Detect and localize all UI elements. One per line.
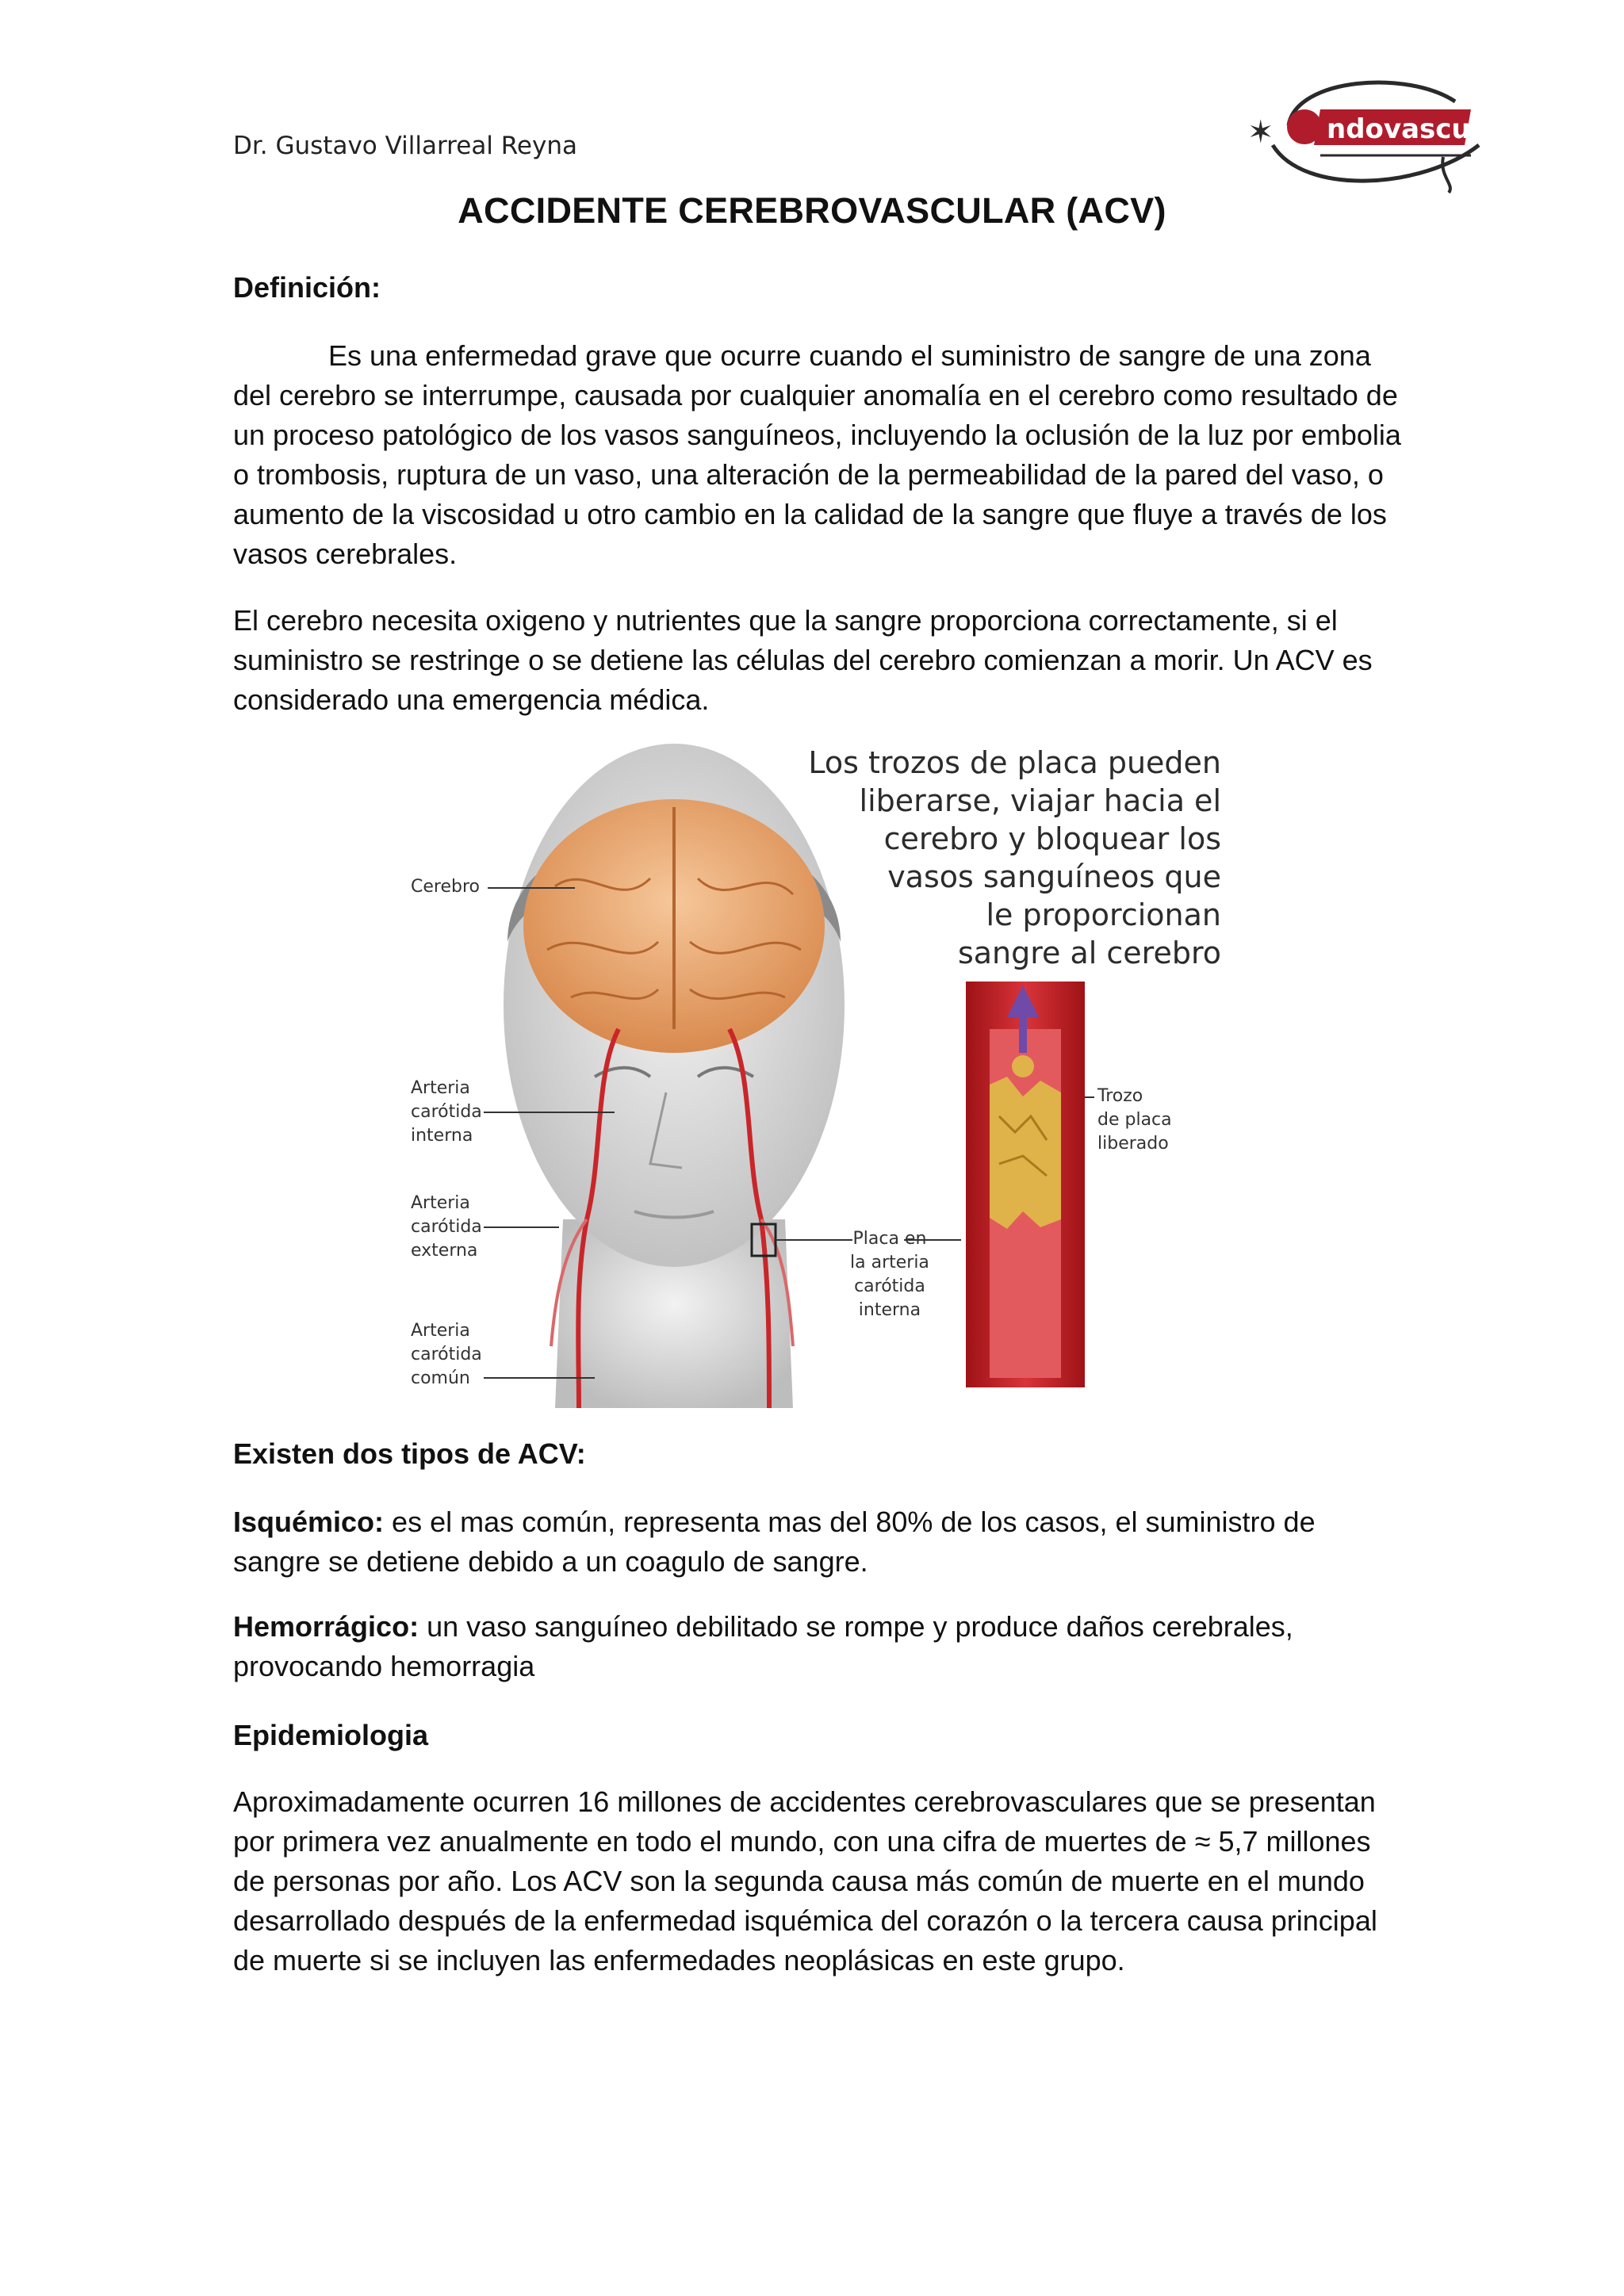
hemorragico-label: Hemorrágico: <box>233 1610 419 1643</box>
author-name: Dr. Gustavo Villarreal Reyna <box>233 132 577 160</box>
label-cerebro: Cerebro <box>411 877 480 897</box>
stroke-anatomy-figure <box>396 744 1237 1408</box>
tipo-hemorragico <box>233 1607 1407 1686</box>
definicion-paragraph-2: El cerebro necesita oxigeno y nutrientes que la sangre proporciona correctamente, si el suministro se restringe o se detiene las células del cerebro comienzan a morir. Un ACV es considerado una emergencia médica. <box>233 604 1373 716</box>
hemorragico-text: un vaso sanguíneo debilitado se rompe y produce daños cerebrales, provocando hemorragia <box>233 1610 1293 1682</box>
definicion-heading: Definición: <box>233 271 381 304</box>
epidemiologia-heading: Epidemiologia <box>233 1719 429 1751</box>
endovascular-logo <box>1241 70 1511 197</box>
logo-text: ndovascular <box>1327 113 1511 145</box>
label-carotida-externa: Arteria carótida externa <box>411 1193 482 1261</box>
svg-text:✶: ✶ <box>1247 114 1274 151</box>
logo-graphic <box>1241 70 1511 197</box>
isquemico-text: es el mas común, representa mas del 80% de los casos, el suministro de sangre se detiene debido a un coagulo de sangre. <box>233 1506 1316 1578</box>
definicion-paragraph-1: Es una enfermedad grave que ocurre cuando el suministro de sangre de una zona del cerebro se interrumpe, causada por cualquier anomalía en el cerebro como resultado de un proceso patológico de los vasos sanguíneos, incluyendo la oclusión de la luz por embolia o trombosis, ruptura de un vaso, una alteración de la permeabilidad de la pared del vaso, o aumento de la viscosidad u otro cambio en la calidad de la sangre que fluye a través de los vasos cerebrales. <box>233 339 1401 570</box>
label-trozo-placa: Trozo de placa liberado <box>1097 1086 1172 1154</box>
epidemiologia-paragraph: Aproximadamente ocurren 16 millones de accidentes cerebrovasculares que se presentan por primera vez anualmente en todo el mundo, con una cifra de muertes de ≈ 5,7 millones de personas por año. Los ACV son la segunda causa más común de muerte en el mundo desarrollado después de la enfermedad isquémica del corazón o la tercera causa principal de muerte si se incluyen las enfermedades neoplásicas en este grupo. <box>233 1785 1377 1976</box>
isquemico-label: Isquémico: <box>233 1506 385 1538</box>
figure-caption: Los trozos de placa pueden liberarse, viajar hacia el cerebro y bloquear los vasos sanguíneos que le proporcionan sangre al cerebro <box>808 745 1221 970</box>
tipos-heading: Existen dos tipos de ACV: <box>233 1437 586 1470</box>
tipo-isquemico <box>233 1502 1407 1582</box>
plaque-deposit <box>990 1077 1061 1229</box>
plaque-fragment <box>1012 1055 1034 1077</box>
label-carotida-comun: Arteria carótida común <box>411 1321 482 1388</box>
document-title: ACCIDENTE CEREBROVASCULAR (ACV) <box>458 190 1166 231</box>
label-placa: Placa en la arteria carótida interna <box>850 1229 929 1320</box>
label-carotida-interna: Arteria carótida interna <box>411 1078 482 1146</box>
